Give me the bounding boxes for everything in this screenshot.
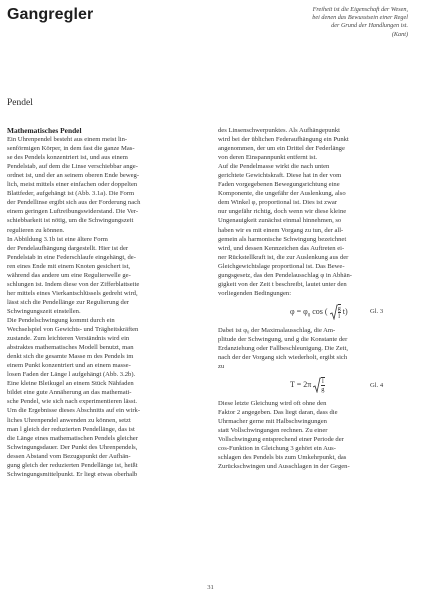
- text-line: Zurückschwingen und Ausschlagen in der Gegen-: [218, 463, 350, 471]
- equation-4: [218, 371, 413, 399]
- equation-3-label: Gl. 3: [370, 308, 384, 316]
- equation-4-label: Gl. 4: [370, 381, 384, 389]
- text-line: se des Pendels konzentriert ist, und aus einem: [7, 154, 128, 162]
- text-line: nur ungefähr richtig, doch wenn wir diese kleine: [218, 208, 347, 216]
- text-line: haben wir es mit einem Vorgang zu tun, der all-: [218, 226, 344, 234]
- text-line: Schwingungsmittelpunkt. Er liegt etwas oberhalb: [7, 470, 138, 478]
- text-line: statt Vollschwingungen rechnen. Zu einer: [218, 427, 328, 435]
- text-line: ordnet ist, und der an seinem oberen Ende beweg-: [7, 172, 140, 180]
- text-line: angenommen, der um ein Drittel der Federlänge: [218, 145, 345, 153]
- text-line: Ungenauigkeit zunächst einmal hinnehmen, so: [218, 217, 342, 225]
- text-line: Erdanziehung oder Fallbeschleunigung. Die Zeit,: [218, 344, 349, 352]
- text-line: wird, und dessen Kennzeichen das Auftreten ei-: [218, 244, 345, 252]
- fraction-numerator: l: [322, 378, 324, 386]
- text-line: schiebbarkeit ist nötig, um die Schwingungszeit: [7, 217, 134, 225]
- left-paragraphs: [7, 135, 205, 479]
- equation-4-expression: [290, 377, 370, 393]
- section-heading: Pendel: [7, 98, 33, 108]
- text-line: einem Punkt konzentriert und an einem masse-: [7, 362, 131, 370]
- text-line: Komponente, die ungefähr der Auslenkung, also: [218, 190, 346, 198]
- epigraph-line: bei denen das Bewusstsein einer Regel: [312, 14, 408, 22]
- text-line: liches Uhrenpendel anwenden zu können, setzt: [7, 416, 131, 424]
- text-line: vorliegenden Bedingungen:: [218, 289, 292, 297]
- text-line: die Länge eines mathematischen Pendels gleicher: [7, 434, 138, 442]
- text-line: gungsgesetz, das den Pendelausschlag φ in Abhän-: [218, 271, 353, 279]
- text-line: zustande. Zum leichteren Verständnis wird ein: [7, 335, 130, 343]
- text-line: Eine kleine Bleikugel an einem Stück Nähfaden: [7, 380, 134, 388]
- text-line: Schwingungsdauer. Der Punkt des Uhrenpendels,: [7, 443, 138, 451]
- epigraph-attribution: (Kant): [391, 30, 408, 38]
- text-line: einem geringen Luftreibungswiderstand. Die Ver-: [7, 208, 139, 216]
- equation-3: [218, 298, 413, 326]
- text-line: man l gleich der reduzierten Pendellänge, das ist: [7, 425, 135, 433]
- text-line: her mittels eines Vierkantschlüssels gedreht wird,: [7, 289, 138, 297]
- text-line: Faden vorgegebenen Bewegungsrichtung eine: [218, 181, 340, 189]
- right-text-column: [218, 126, 413, 472]
- text-line: lässt sich die Pendellänge zur Regulierung der: [7, 298, 129, 306]
- text-line: cos-Funktion in Gleichung 3 gehört ein Aus-: [218, 445, 336, 453]
- text-line: Uhrmacher gerne mit Halbschwingungen: [218, 418, 327, 426]
- text-line: während das andere um eine Regulierwelle ge-: [7, 271, 131, 279]
- text-line: Schwingungszeit einstellen.: [7, 307, 81, 315]
- text-line: Diese letzte Gleichung wird oft ohne den: [218, 400, 327, 408]
- text-line: schlagen des Pendels bis zum Umkehrpunkt, das: [218, 454, 347, 462]
- text-line: Die Pendelschwingung kommt durch ein: [7, 316, 115, 324]
- text-line: wird bei der üblichen Federaufhängung ein Punkt: [218, 136, 349, 144]
- text-line: regulieren zu können.: [7, 226, 65, 234]
- text-line: zu: [218, 363, 225, 371]
- text-line: Ein Uhrenpendel besteht aus einem meist lin-: [7, 136, 128, 144]
- text-line: lich, meist mittels einer einfachen oder doppelten: [7, 181, 138, 189]
- equation-3-subscript: 0: [307, 313, 311, 319]
- text-line: gigkeit von der Zeit t beschreibt, lautet unter den: [218, 280, 347, 288]
- chapter-title: Gangregler: [7, 6, 94, 23]
- text-line: losen Faden der Länge l aufgehängt (Abb. 3.2b).: [7, 371, 136, 379]
- equation-3-lhs: φ = φ: [290, 306, 308, 316]
- text-line: gerichtete Gewichtskraft. Diese hat in der vom: [218, 172, 342, 180]
- text-line: gemein als harmonische Schwingung bezeichnet: [218, 235, 347, 243]
- page-number: 31: [207, 584, 214, 591]
- right-paragraphs-b: [218, 326, 413, 371]
- text-line: ner Rückstellkraft ist, die zur Auslenkung aus der: [218, 253, 349, 261]
- text-line: Pendelstab, auf dem die Linse verschiebbar ange-: [7, 163, 138, 171]
- epigraph-line: Freiheit ist die Eigenschaft der Wesen,: [312, 6, 408, 13]
- text-line: Gleichgewichtslage proportional ist. Das Bewe-: [218, 262, 345, 270]
- fraction-denominator: g: [321, 386, 325, 394]
- text-line: dessen Abstand vom Bezugspunkt der Aufhän-: [7, 452, 131, 460]
- right-paragraphs-a: [218, 126, 413, 298]
- sqrt-sign: [330, 304, 341, 320]
- equation-4-lhs: T = 2π: [290, 379, 312, 389]
- text-line: plitude der Schwingung, und g die Konstante der: [218, 335, 348, 343]
- text-line: von deren Einspannpunkt entfernt ist.: [218, 154, 318, 162]
- left-text-column: [7, 126, 205, 479]
- equation-3-func: cos (: [310, 306, 328, 316]
- text-line: der Pendelaufhängung dargestellt. Hier ist der: [7, 244, 129, 252]
- text-line: dem Winkel φ, proportional ist. Dies ist zwar: [218, 199, 337, 207]
- equation-3-expression: [290, 304, 370, 320]
- text-line: senförmigen Körper, in dem fast die ganze Mas-: [7, 145, 135, 153]
- epigraph-line: der Grund der Handlungen ist.: [331, 22, 408, 30]
- text-line: gung gleich der reduzierten Pendellänge ist, heißt: [7, 461, 138, 469]
- epigraph-quote: [258, 6, 408, 39]
- text-line: bildet eine gute Annäherung an das mathemati-: [7, 389, 132, 397]
- sqrt-sign: [313, 377, 321, 393]
- right-paragraphs-c: [218, 399, 413, 471]
- text-line: denkt sich die gesamte Masse m des Pendels im: [7, 353, 134, 361]
- text-line: des Linsenschwerpunktes. Als Aufhängepunkt: [218, 127, 340, 134]
- text-line: In Abbildung 3.1b ist eine ältere Form: [7, 235, 108, 243]
- fraction-denominator: l: [338, 312, 341, 320]
- text-line: Auf die Pendelmasse wirkt die nach unten: [218, 163, 330, 171]
- text-line: abstraktes mathematisches Modell benutzt, man: [7, 344, 134, 352]
- text-line: Dabei ist φ₀ der Maximalausschlag, die Am-: [218, 326, 336, 334]
- text-line: ren eines Ende mit einem Knoten gesichert ist,: [7, 262, 131, 270]
- text-line: Wechselspiel von Gewichts- und Trägheitskräften: [7, 326, 139, 334]
- text-line: Blattfeder, aufgehängt ist (Abb. 3.1a). Die Form: [7, 190, 135, 198]
- equation-3-tail: t): [340, 306, 348, 316]
- text-line: Faktor 2 angegeben. Das liegt daran, dass die: [218, 409, 338, 417]
- text-line: nach der der Vorgang sich wiederholt, ergibt sich: [218, 354, 348, 362]
- text-line: Pendelstab in eine Federschlaufe eingehängt, de-: [7, 253, 136, 261]
- text-line: sche Pendel, wie sich nach experimentieren lässt.: [7, 398, 137, 406]
- subsection-heading: Mathematisches Pendel: [7, 126, 82, 135]
- text-line: der Pendellinse ergibt sich aus der Forderung nach: [7, 199, 141, 207]
- fraction-numerator: g: [337, 304, 341, 312]
- text-line: Vollschwingung entsprechend einer Periode der: [218, 436, 344, 444]
- text-line: schlungen ist. Indem diese von der Zifferblattseite: [7, 280, 140, 288]
- text-line: Um die Ergebnisse dieses Abschnitts auf ein wirk-: [7, 407, 141, 415]
- equation-4-fraction: [321, 377, 324, 393]
